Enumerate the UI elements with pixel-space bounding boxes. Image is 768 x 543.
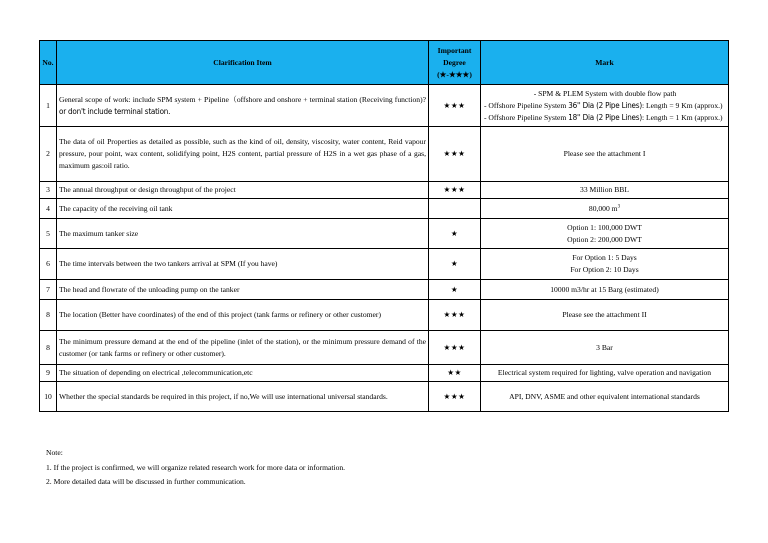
mark-suffix: : Length = 9 Km (approx.) [641, 100, 723, 110]
row-mark: 3 Bar [481, 331, 729, 365]
notes-section [46, 446, 345, 490]
row-mark [481, 85, 729, 127]
row-item: The data of oil Properties as detailed as possible, such as the kind of oil, density, viscosity, water content, Reid vapour pressure, pour point, wax content, solidifying point, H2S content, partial pressure of H2S in a wet gas phase of a gas, maximum gas:oil ratio. [57, 127, 429, 182]
mark-line [484, 100, 726, 112]
row-degree: ★★ [429, 365, 481, 382]
note-item: 1. If the project is confirmed, we will organize related research work for more data or information. [46, 462, 346, 472]
table-row [40, 300, 729, 331]
row-number: 3 [40, 182, 57, 199]
row-degree: ★★★ [429, 127, 481, 182]
header-degree [429, 41, 481, 85]
table-row [40, 365, 729, 382]
note-item: 2. More detailed data will be discussed in further communication. [46, 477, 246, 486]
mark-highlight: 18'' Dia (2 Pipe Lines) [568, 112, 642, 122]
header-row [40, 41, 729, 85]
table-row [40, 280, 729, 300]
mark-line: For Option 2: 10 Days [570, 265, 639, 274]
header-item: Clarification Item [57, 41, 429, 85]
mark-line: Option 2: 200,000 DWT [567, 234, 642, 244]
table-row [40, 382, 729, 412]
row-number: 2 [40, 127, 57, 182]
row-item: The location (Better have coordinates) of the end of this project (tank farms or refinery or other customer) [57, 300, 429, 331]
mark-line: - SPM & PLEM System with double flow path [533, 88, 677, 98]
row-item: The maximum tanker size [57, 219, 429, 249]
row-mark [481, 249, 729, 280]
row-degree: ★★★ [429, 300, 481, 331]
row-item [57, 85, 429, 127]
table-row [40, 182, 729, 199]
row-item: The time intervals between the two tankers arrival at SPM (If you have) [57, 249, 429, 280]
row-mark: Please see the attachment I [481, 127, 729, 182]
table-row [40, 331, 729, 365]
row-number: 8 [40, 300, 57, 331]
table-row [40, 199, 729, 219]
row-item: The annual throughput or design throughput of the project [57, 182, 429, 199]
mark-superscript: 3 [617, 203, 621, 209]
table-row [40, 127, 729, 182]
row-item: The head and flowrate of the unloading pump on the tanker [57, 280, 429, 300]
header-mark: Mark [481, 41, 729, 85]
row-number: 7 [40, 280, 57, 300]
row-item: The capacity of the receiving oil tank [57, 199, 429, 219]
header-degree-line: Important [437, 45, 472, 55]
row-item: The minimum pressure demand at the end of the pipeline (inlet of the station), or the minimum pressure demand of the customer (or tank farms or refinery or other customer). [57, 331, 429, 365]
row-mark [481, 199, 729, 219]
header-no: No. [40, 41, 57, 85]
mark-line: For Option 1: 5 Days [572, 253, 637, 262]
row-mark: 33 Million BBL [481, 182, 729, 199]
notes-title: Note: [46, 448, 63, 457]
table-row [40, 249, 729, 280]
row-degree: ★★★ [429, 85, 481, 127]
mark-highlight: 36'' Dia (2 Pipe Lines) [568, 100, 642, 110]
header-degree-line: (★-★★★) [437, 69, 472, 79]
row-number: 6 [40, 249, 57, 280]
row-mark [481, 219, 729, 249]
mark-prefix: - Offshore Pipeline System [484, 112, 569, 122]
table-row [40, 219, 729, 249]
row-mark: API, DNV, ASME and other equivalent international standards [481, 382, 729, 412]
mark-line: Option 1: 100,000 DWT [567, 222, 642, 232]
row-item: Whether the special standards be required in this project, if no,We will use international universal standards. [57, 382, 429, 412]
mark-prefix: - Offshore Pipeline System [484, 100, 569, 110]
row-mark: 10000 m3/hr at 15 Barg (estimated) [481, 280, 729, 300]
row-number: 8 [40, 331, 57, 365]
row-degree: ★ [429, 249, 481, 280]
row-item-text: General scope of work: include SPM system + Pipeline（offshore and onshore + terminal station (Receiving function)? [59, 94, 426, 104]
row-number: 5 [40, 219, 57, 249]
row-mark: Electrical system required for lighting, valve operation and navigation [481, 365, 729, 382]
row-degree: ★ [429, 280, 481, 300]
mark-suffix: : Length = 1 Km (approx.) [641, 112, 723, 122]
row-mark: Please see the attachment II [481, 300, 729, 331]
row-item: The situation of depending on electrical ,telecommunication,etc [57, 365, 429, 382]
row-number: 10 [40, 382, 57, 412]
row-number: 1 [40, 85, 57, 127]
row-degree: ★ [429, 219, 481, 249]
mark-value: 80,000 m [588, 203, 618, 213]
row-degree [429, 199, 481, 219]
row-degree: ★★★ [429, 382, 481, 412]
row-number: 9 [40, 365, 57, 382]
row-degree: ★★★ [429, 331, 481, 365]
header-degree-line: Degree [443, 57, 466, 67]
row-number: 4 [40, 199, 57, 219]
table-row [40, 85, 729, 127]
row-item-highlight: or don't include terminal station. [59, 106, 171, 116]
mark-line [484, 112, 726, 124]
clarification-table [39, 40, 729, 412]
row-degree: ★★★ [429, 182, 481, 199]
